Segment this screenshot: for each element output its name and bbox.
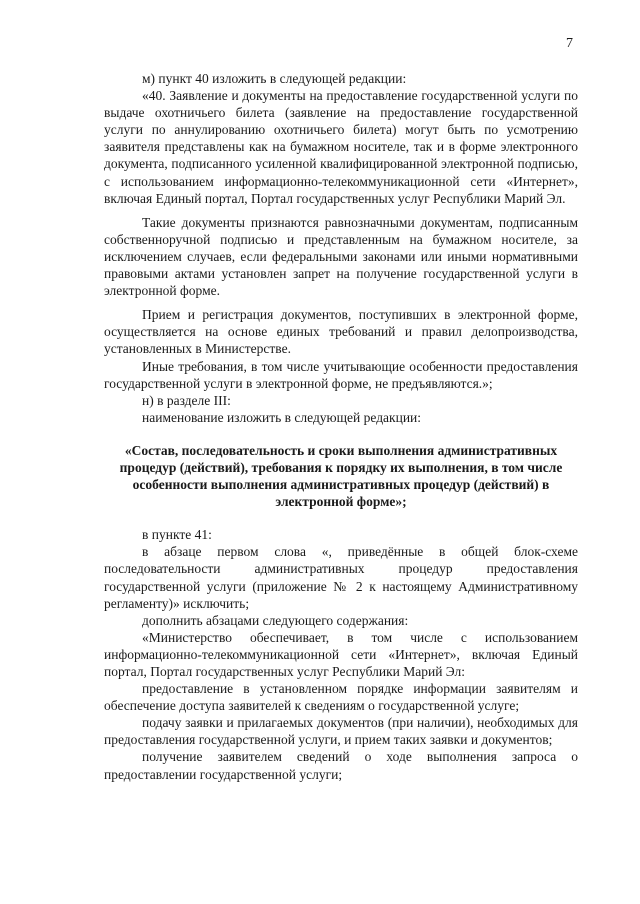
paragraph: м) пункт 40 изложить в следующей редакции:: [142, 71, 407, 86]
page-number: 7: [566, 36, 573, 51]
paragraph: наименование изложить в следующей редакции:: [142, 409, 422, 425]
paragraph: получение заявителем сведений о ходе выполнения запроса о предоставлении государственной услуги;: [104, 749, 578, 782]
paragraph: «40. Заявление и документы на предоставление государственной услуги по выдаче охотничьего билета (заявление на предоставление государственной услуги по аннулированию охотничьего билета) могут быть по усмотрению заявителя представлены как на бумажном носителе, так и в форме электронного документа, подписанного усиленной квалифицированной электронной подписью, с использованием информационно-телекоммуникационной сети «Интернет», включая Единый портал, Портал государственных услуг Республики Марий Эл.: [104, 88, 578, 206]
paragraph: Иные требования, в том числе учитывающие особенности предоставления государственной услуги в электронной форме, не предъявляются.»;: [104, 358, 578, 391]
paragraph: предоставление в установленном порядке информации заявителям и обеспечение доступа заявителей к сведениям о государственной услуге;: [104, 681, 578, 714]
section-heading: «Состав, последовательность и сроки выполнения административных процедур (действий), требования к порядку их выполнения, в том числе особенности выполнения административных процедур (действий) в электронной форме»;: [119, 442, 563, 510]
paragraph: н) в разделе III:: [142, 392, 231, 408]
paragraph: «Министерство обеспечивает, в том числе с использованием информационно-телекоммуникационной сети «Интернет», включая Единый портал, Портал государственных услуг Республики Марий Эл:: [104, 629, 578, 679]
document-body: [104, 70, 578, 783]
paragraph: дополнить абзацами следующего содержания:: [142, 612, 409, 628]
paragraph: подачу заявки и прилагаемых документов (при наличии), необходимых для предоставления государственной услуги, и прием таких заявки и документов;: [104, 715, 578, 748]
paragraph: в пункте 41:: [142, 527, 212, 543]
paragraph: Такие документы признаются равнозначными документам, подписанным собственноручной подписью и представленным на бумажном носителе, за исключением случаев, если федеральными законами или иными нормативными правовыми актами установлен запрет на получение государственной услуги в электронной форме.: [104, 214, 578, 299]
paragraph: в абзаце первом слова «, приведённые в общей блок-схеме последовательности административных процедур предоставления государственной услуги (приложение № 2 к настоящему Административному регламенту)» исключить;: [104, 544, 578, 611]
paragraph: Прием и регистрация документов, поступивших в электронной форме, осуществляется на основе единых требований и правил делопроизводства, установленных в Министерстве.: [104, 307, 578, 357]
